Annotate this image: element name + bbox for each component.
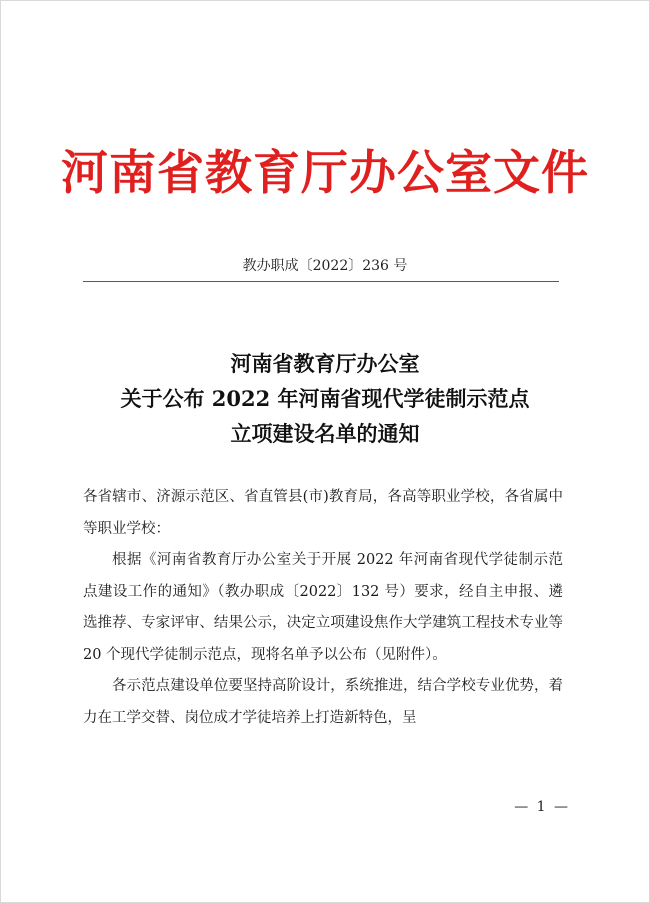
body-paragraph-1: 根据《河南省教育厅办公室关于开展 2022 年河南省现代学徒制示范点建设工作的通知》（教办职成〔2022〕132 号）要求，经自主申报、遴选推荐、专家评审、结果公示，决定立项建设焦作大学建筑工程技术专业等 20 个现代学徒制示范点，现将名单予以公布（见附件）。 <box>83 552 563 663</box>
notice-body <box>83 482 563 734</box>
notice-title-line-2: 关于公布 2022 年河南省现代学徒制示范点 <box>120 386 530 411</box>
red-divider-line <box>83 281 559 282</box>
notice-title-line-3: 立项建设名单的通知 <box>230 421 420 446</box>
letterhead-title: 河南省教育厅办公室文件 <box>61 146 589 201</box>
addressee-paragraph: 各省辖市、济源示范区、省直管县(市)教育局，各高等职业学校，各省属中等职业学校： <box>83 489 563 537</box>
notice-title-line-1: 河南省教育厅办公室 <box>230 351 420 376</box>
body-paragraph-2: 各示范点建设单位要坚持高阶设计，系统推进，结合学校专业优势，着力在工学交替、岗位成才学徒培养上打造新特色，呈 <box>83 678 563 726</box>
page-number: — 1 — <box>514 799 570 815</box>
document-number: 教办职成〔2022〕236 号 <box>242 258 408 274</box>
notice-title <box>0 346 650 451</box>
